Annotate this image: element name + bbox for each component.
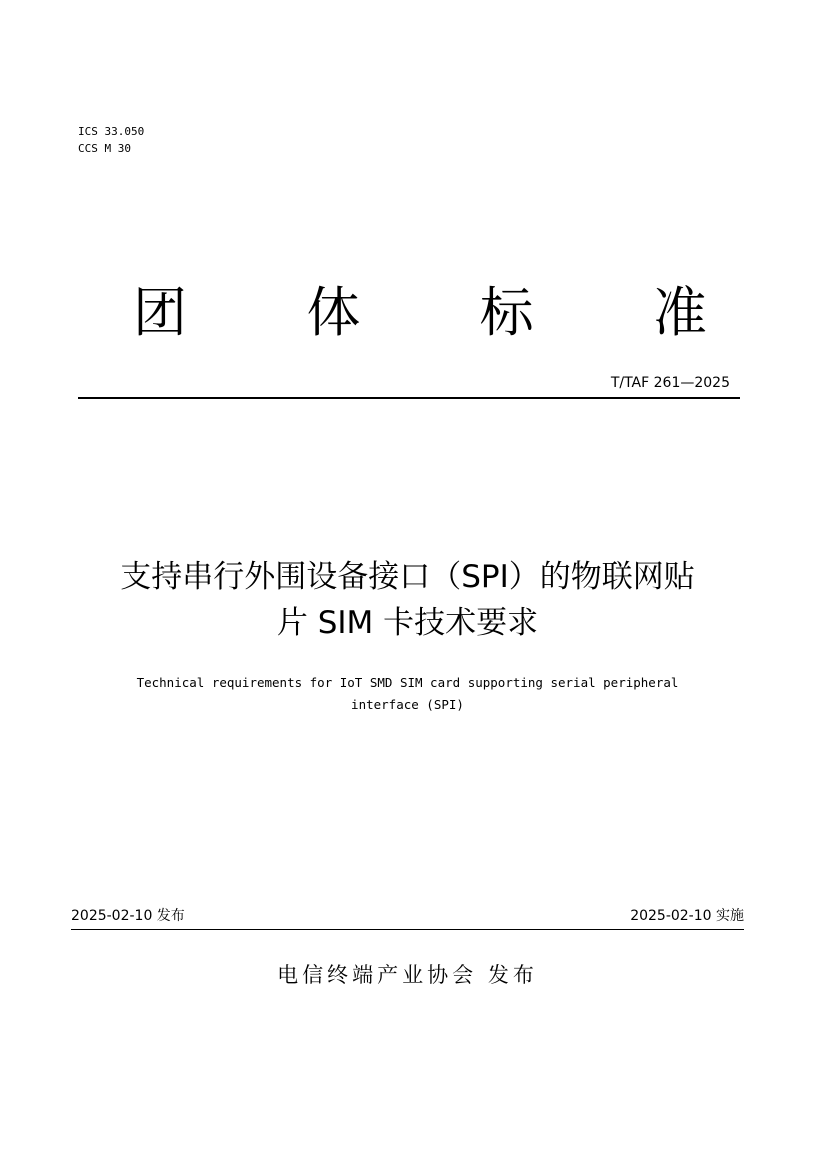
ics-code: ICS 33.050 [78,125,145,138]
category-char: 体 [306,281,361,344]
category-char: 团 [133,281,187,344]
top-divider [78,397,740,399]
implement-date: 2025-02-10 实施 [630,908,744,924]
english-title [60,672,755,716]
publish-date: 2025-02-10 发布 [71,908,185,924]
category-char: 准 [652,281,707,344]
classification-codes [78,123,144,157]
chinese-title-line: 片 SIM 卡技术要求 [276,605,539,641]
category-char: 标 [479,281,534,344]
english-title-line: interface (SPI) [351,697,464,712]
bottom-divider [71,929,744,930]
english-title-line: Technical requirements for IoT SMD SIM card supporting serial peripheral [136,675,679,690]
standard-number: T/TAF 261—2025 [610,375,730,391]
chinese-title-line: 支持串行外围设备接口（SPI）的物联网贴 [120,559,695,595]
document-category-title [120,278,720,348]
ccs-code: CCS M 30 [78,142,131,155]
chinese-title [60,554,755,646]
publisher: 电信终端产业协会 发布 [277,963,538,987]
